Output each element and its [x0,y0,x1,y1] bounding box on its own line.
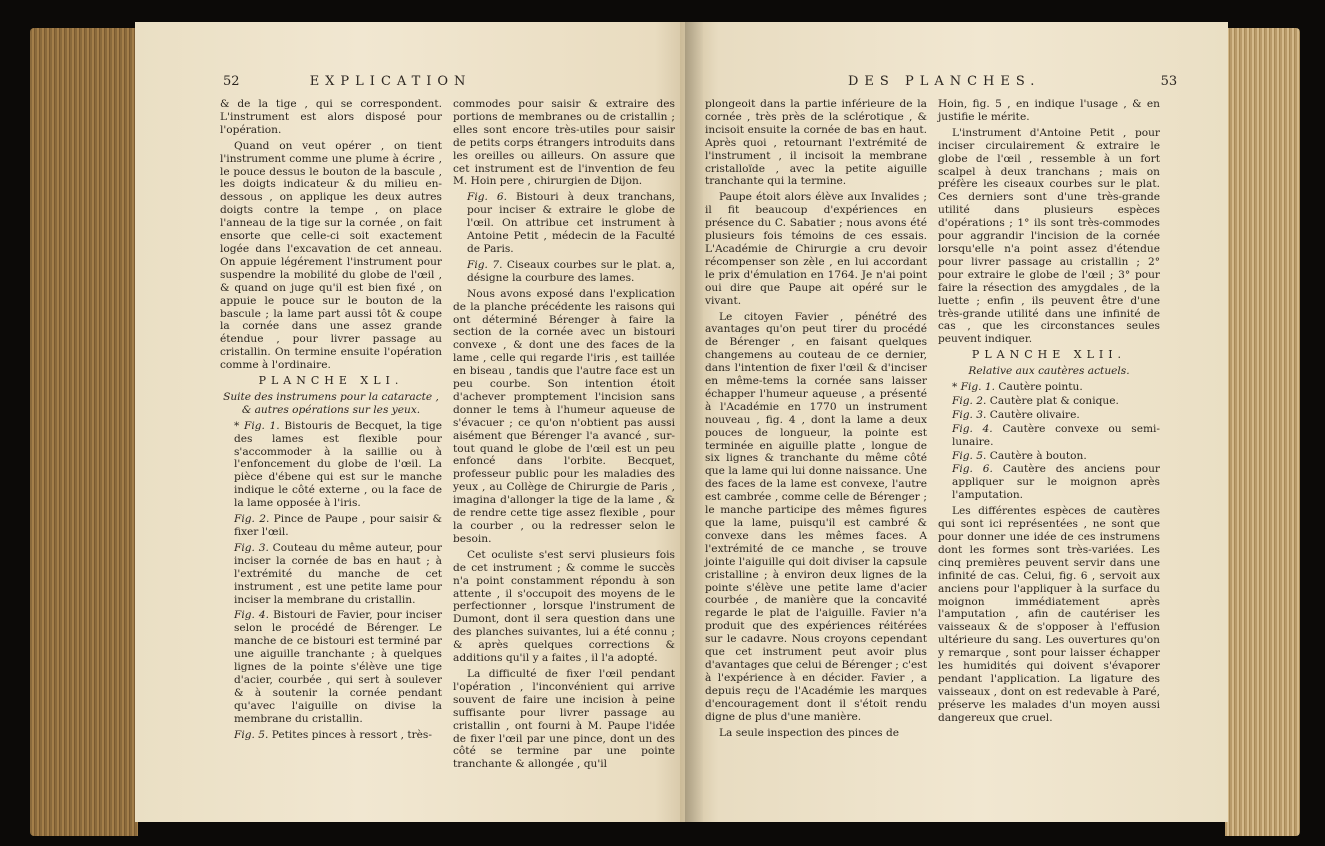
right-head-title: DES PLANCHES. [848,74,1041,89]
right-page [680,22,1228,822]
figure-text: Couteau du même auteur, pour inciser la cornée de bas en haut ; à l'extrémité du manche de cet instrument , est une petite lame pour inciser la membrane du cristallin. [234,541,442,606]
body-paragraph: & de la tige , qui se correspondent. L'instrument est alors disposé pour l'opération. [220,98,442,136]
figure-text: Cautère olivaire. [986,408,1080,421]
figure-text: Cautère à bouton. [986,449,1087,462]
left-page-column-2 [453,98,675,774]
body-paragraph: L'instrument d'Antoine Petit , pour inciser circulairement & extraire le globe de l'œil , ressemble à un fort scalpel à deux tranchans ; mais on préfère les ciseaux courbes sur le plat. Ces derniers sont d'une très-grande utilité dans plusieurs espèces d'opérations ; 1° ils sont très-commodes pour aggrandir l'incision de la cornée lorsqu'elle n'a point assez d'étendue pour livrer passage au cristallin ; 2° pour extraire le globe de l'œil ; 3° pour faire la résection des amygdales , de la luette ; enfin , ils peuvent être d'une très-grande utilité dans une infinité de cas , que les circonstances seules peuvent indiquer. [938,126,1160,346]
figure-caption [220,609,442,725]
figure-caption [453,191,675,256]
body-paragraph: Le citoyen Favier , pénétré des avantages qu'on peut tirer du procédé de Bérenger , en faisant quelques changemens au couteau de ce dernier, dans l'intention de fixer l'œil & d'inciser en même-tems la cornée sans laisser échapper l'humeur aqueuse , a présenté à l'Académie en 1770 un instrument nouveau , fig. 4 , dont la lame a deux pouces de longueur, la pointe est terminée en aiguille platte , longue de six lignes & tranchante du même côté que la lame qui lui donne naissance. Une des faces de la lame est convexe, l'autre est cambrée , comme celle de Bérenger ; le manche participe des mêmes figures que la lame, puisqu'il est cambré & convexe dans les mêmes faces. A l'extrémité de ce manche , se trouve jointe l'aiguille qui doit diviser la capsule cristalline ; à environ deux lignes de la pointe s'élève une petite lame d'acier courbée , de manière que la concavité regarde le plat de l'aiguille. Favier n'a produit que des expériences réitérées sur le cadavre. Nous croyons cependant que cet instrument peut avoir plus d'avantages que celui de Bérenger ; c'est à l'expérience à en décider. Favier , a depuis reçu de l'Académie les marques d'encouragement dont il s'étoit rendu digne de plus d'une manière. [705,310,927,723]
figure-label: Fig. 6. [952,463,993,476]
figure-label: * Fig. 1. [952,381,996,394]
body-paragraph: commodes pour saisir & extraire des portions de membranes ou de cristallin ; elles sont encore très-utiles pour saisir de petits corps étrangers introduits dans les oreilles ou ailleurs. On assure que cet instrument est de l'invention de feu M. Hoin pere , chirurgien de Dijon. [453,98,675,188]
figure-caption [220,420,442,510]
figure-text: Bistouri de Favier, pour inciser selon le procédé de Bérenger. Le manche de ce bistouri est terminé par une aiguille tranchante ; à quelques lignes de la pointe s'élève une tige d'acier, courbée , qui sert à soulever & à soutenir la cornée pendant qu'avec l'aiguille on divise la membrane du cristallin. [234,609,442,725]
book-gutter [685,22,703,822]
figure-text: Pince de Paupe , pour saisir & fixer l'œil. [234,513,442,538]
figure-text: Bistouris de Becquet, la tige des lames est flexible pour s'accommoder à la saillie ou à l'enfoncement du globe de l'œil. La pièce d'ébene qui est sur le manche indique le côté externe , ou la face de la lame opposée à l'iris. [234,419,442,510]
figure-caption [220,513,442,539]
body-paragraph: plongeoit dans la partie inférieure de la cornée , très près de la sclérotique , & incisoit ensuite la cornée de bas en haut. Après quoi , retournant l'extrémité de l'instrument , il incisoit la membrane cristalloïde , avec la petite aiguille tranchante qui la termine. [705,98,927,188]
left-page [135,22,700,822]
figure-label: Fig. 5. [952,449,987,462]
figure-text: Cautère des anciens pour appliquer sur le moignon après l'amputation. [952,463,1160,502]
plate-title: PLANCHE XLII. [971,348,1127,362]
left-running-head [223,74,471,89]
figure-label: Fig. 2. [234,513,270,526]
body-paragraph: Hoin, fig. 5 , en indique l'usage , & en justifie le mérite. [938,98,1160,123]
body-paragraph: La difficulté de fixer l'œil pendant l'opération , l'inconvénient qui arrive souvent de faire une incision à peine suffisante pour livrer passage au cristallin , ont fourni à M. Paupe l'idée de fixer l'œil par une pince, dont un des côté se termine par une pointe tranchante & allongée , qu'il [453,667,675,771]
figure-label: Fig. 7. [467,258,503,271]
figure-label: Fig. 6. [467,191,508,204]
right-page-column-1 [705,98,927,742]
figure-label: * Fig. 1. [234,419,280,432]
plate-subtitle: Relative aux cautères actuels. [968,365,1130,378]
figure-caption [938,450,1160,463]
figure-label: Fig. 3. [234,541,269,554]
body-paragraph: Nous avons exposé dans l'explication de la planche précédente les raisons qui ont déterminé Bérenger à faire la section de la cornée avec un bistouri convexe , & dont une des faces de la lame , celle qui regarde l'iris , est taillée en biseau , tandis que l'autre face est un peu courbe. Son intention étoit d'achever promptement l'incision sans donner le tems à l'humeur aqueuse de s'évacuer ; ce qu'on n'obtient pas aussi aisément que Bérenger l'a avancé , sur-tout quand le globe de l'œil est un peu enfoncé dans l'orbite. Becquet, professeur public pour les maladies des yeux , au Collège de Chirurgie de Paris , imagina d'allonger la tige de la lame , & de rendre cette tige assez flexible , pour la courber , ou la redresser selon le besoin. [453,287,675,545]
figure-caption [938,423,1160,449]
figure-text: Bistouri à deux tranchans, pour inciser & extraire le globe de l'œil. On attribue cet instrument à Antoine Petit , médecin de la Faculté de Paris. [467,191,675,255]
figure-text: Ciseaux courbes sur le plat. a, désigne la courbure des lames. [467,258,675,284]
left-page-column-1 [220,98,442,745]
right-page-edges [1225,28,1300,836]
figure-text: Cautère pointu. [995,381,1083,394]
plate-subtitle: Suite des instrumens pour la cataracte , & autres opérations sur les yeux. [223,390,439,416]
figure-caption [938,409,1160,422]
figure-label: Fig. 3. [952,408,987,421]
body-paragraph: Quand on veut opérer , on tient l'instrument comme une plume à écrire , le pouce dessus le bouton de la bascule , les doigts indicateur & du milieu en-dessous , on applique les deux autres doigts contre la tempe , on place l'anneau de la tige sur la cornée , on fait ensorte que celle-ci soit exactement logée dans l'excavation de cet anneau. On appuie légérement l'instrument pour suspendre la mobilité du globe de l'œil , & quand on juge qu'il est bien fixé , on appuie le pouce sur le bouton de la bascule ; la lame part aussi tôt & coupe la cornée dans une assez grande étendue , pour livrer passage au cristallin. On termine ensuite l'opération comme à l'ordinaire. [220,139,442,372]
plate-title: PLANCHE XLI. [258,374,404,388]
right-running-head [848,74,1177,89]
figure-label: Fig. 5. [234,728,269,741]
figure-label: Fig. 4. [952,422,993,435]
figure-caption [938,463,1160,502]
right-page-number: 53 [1160,74,1178,89]
figure-caption [938,381,1160,394]
left-page-number: 52 [223,74,240,89]
figure-label: Fig. 4. [234,609,270,622]
figure-caption [220,729,442,742]
body-paragraph: Cet oculiste s'est servi plusieurs fois de cet instrument ; & comme le succès n'a point constamment répondu à son attente , il s'occupoit des moyens de le perfectionner , lorsque l'instrument de Dumont, dont il sera question dans une des planches suivantes, lui a été connu ; & après quelques corrections & additions qu'il y a faites , il l'a adopté. [453,548,675,665]
figure-caption [220,542,442,607]
figure-caption [453,259,675,285]
right-page-column-2 [938,98,1160,728]
figure-text: Petites pinces à ressort , très- [268,728,432,741]
figure-caption [938,395,1160,408]
left-head-title: EXPLICATION [309,74,472,89]
figure-text: Cautère convexe ou semi-lunaire. [952,422,1160,448]
body-paragraph: Les différentes espèces de cautères qui sont ici représentées , ne sont que pour donner une idée de ces instrumens dont les formes sont très-variées. Les cinq premières peuvent servir dans une infinité de cas. Celui, fig. 6 , servoit aux anciens pour l'appliquer à la surface du moignon immédiatement après l'amputation , afin de cautériser les vaisseaux & de s'opposer à l'effusion ultérieure du sang. Les ouvertures qu'on y remarque , sont pour laisser échapper les humidités qui doivent s'évaporer pendant l'application. La ligature des vaisseaux , dont on est redevable à Paré, préserve les malades d'un moyen aussi dangereux que cruel. [938,505,1160,724]
body-paragraph: La seule inspection des pinces de [719,726,900,739]
body-paragraph: Paupe étoit alors élève aux Invalides ; il fit beaucoup d'expériences en présence du C. Sabatier ; nous avons été plusieurs fois témoins de ces essais. L'Académie de Chirurgie a cru devoir récompenser son zèle , en lui accordant le prix d'émulation en 1764. Je n'ai point oui dire que Paupe ait opéré sur le vivant. [705,191,927,307]
figure-label: Fig. 2. [952,394,987,407]
figure-text: Cautère plat & conique. [986,394,1119,407]
open-book [30,10,1300,840]
left-page-edges [30,28,138,836]
